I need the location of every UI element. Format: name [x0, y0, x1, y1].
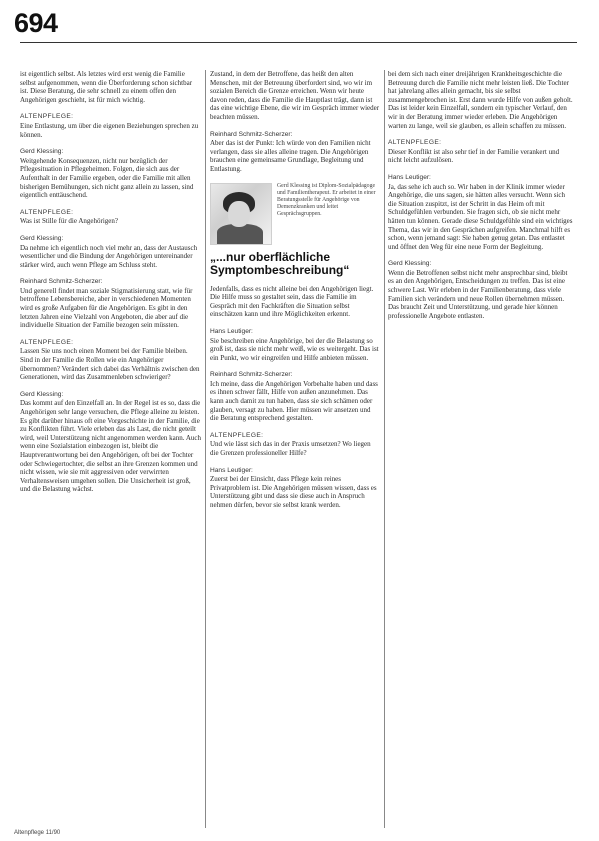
speaker-label: Hans Leutiger: [210, 327, 253, 335]
speaker-label: ALTENPFLEGE: [210, 431, 264, 439]
column-middle [210, 70, 380, 828]
interview-paragraph [210, 467, 380, 510]
paragraph-text: Ja, das sehe ich auch so. Wir haben in der Klinik immer wieder Angehörige, die uns sagen, sie hätten alles versucht. Wenn sich die Situation zuspitzt, ist der Schritt in das Heim oft mit Schuldgefühlen verbunden. Sie fragen sich, ob sie nicht mehr hätten tun können. Gerade diese Schuldgefühle sind ein wichtiges Thema, das wir in den Gesprächen aufgreifen. Manchmal hilft es schon, wenn jemand sagt: Sie haben genug getan. Das entlastet und öffnet den Weg für eine neue Form der Begleitung. [388, 182, 573, 251]
paragraph-text: Zustand, in dem der Betroffene, das heißt den alten Menschen, mit der Betreuung überfordert sind, wo wir im sozialen Bereich die Grenze erreichen. Wenn wir heute davon reden, dass die Familie die Hauptlast trägt, dann ist das eine wichtige Ebene, die wir im Gespräch immer wieder beachten müssen. [210, 70, 380, 121]
portrait-block [210, 183, 380, 245]
paragraph-text: Lassen Sie uns noch einen Moment bei der Familie bleiben. Sind in der Familie die Rollen wie ein Angehöriger übernommen? Verändert sich dabei das Verhältnis zwischen den Generationen, wird das Zusammenleben schwieriger? [20, 347, 200, 382]
interview-paragraph [210, 432, 380, 458]
interview-paragraph [210, 131, 380, 174]
photo-caption: Gerd Klessing ist Diplom-Sozialpädagoge und Familientherapeut. Er arbeitet in einer Beratungsstelle für Angehörige von Demenzkranken und leitet Gesprächsgruppen. [277, 182, 376, 217]
speaker-label: Hans Leutiger: [388, 173, 431, 181]
paragraph-text: Und generell findet man soziale Stigmatisierung statt, wie für betroffene Lebensbereiche, aber in verschiedenen Momenten wird es große Aufgaben für die Angehörigen. Es gibt in den letzten Jahren eine Vielzahl von Angeboten, die aber auf die individuelle Situation der Familie bezogen sein müssten. [20, 286, 193, 330]
interview-paragraph [20, 148, 201, 200]
column-divider-2 [384, 70, 385, 828]
speaker-label: Gerd Klessing: [20, 390, 64, 398]
interview-paragraph [388, 70, 573, 130]
speaker-label: ALTENPFLEGE: [388, 139, 442, 147]
interview-paragraph [20, 278, 201, 330]
interview-paragraph [20, 391, 201, 494]
column-right [388, 70, 573, 828]
column-divider-1 [205, 70, 206, 828]
paragraph-text: Jedenfalls, dass es nicht alleine bei den Angehörigen liegt. Die Hilfe muss so gestaltet sein, dass die Familie im Gespräch mit den Fachkräften die Situation selbst einschätzen kann und ihre Möglichkeiten erkennt. [210, 284, 374, 319]
paragraph-text: Weitgehende Konsequenzen, nicht nur bezüglich der Pflegesituation in Pflegeheimen. Folgen, die sich aus der Aufenthalt in der Familie ergeben, oder die Familie mit allen bisherigen Bemühungen, sich nicht ganz allein zu lassen, sind eigentlich enttäuschend. [20, 156, 194, 200]
paragraph-text: Und wie lässt sich das in der Praxis umsetzen? Wo liegen die Grenzen professioneller Hilfe? [210, 440, 371, 458]
interview-paragraph [20, 339, 201, 382]
paragraph-text: Zuerst bei der Einsicht, dass Pflege kein reines Privatproblem ist. Die Angehörigen müssen wissen, dass es Unterstützung gibt und dass sie diese auch in Anspruch nehmen dürfen, bevor sie selbst krank werden. [210, 475, 377, 509]
paragraph-text: Was ist Stille für die Angehörigen? [20, 217, 118, 226]
interview-paragraph [210, 328, 380, 362]
paragraph-text: Eine Entlastung, um über die eigenen Beziehungen sprechen zu können. [20, 121, 199, 139]
interview-paragraph [388, 139, 573, 165]
speaker-label: Reinhard Schmitz-Scherzer: [210, 371, 293, 379]
paragraph-text: bei dem sich nach einer dreijährigen Krankheitsgeschichte die Betreuung durch die Familie nicht mehr leisten ließ. Die Tochter hat jahrelang alles allein gemacht, bis sie selbst zusammengebrochen ist. Erst dann wurde Hilfe von außen geholt. Das ist leider kein Einzelfall, sondern ein typischer Verlauf, den wir in der Beratung immer wieder erleben. Die Angehörigen warten zu lange, weil sie glauben, es allein schaffen zu müssen. [388, 70, 573, 130]
portrait-photo [210, 183, 272, 245]
speaker-label: Reinhard Schmitz-Scherzer: [20, 278, 103, 286]
interview-paragraph [20, 235, 201, 269]
speaker-label: ALTENPFLEGE: [20, 338, 74, 346]
interview-paragraph [210, 371, 380, 423]
interview-paragraph [210, 70, 380, 122]
speaker-label: Reinhard Schmitz-Scherzer: [210, 130, 293, 138]
speaker-label: Gerd Klessing: [20, 234, 64, 242]
speaker-label: ALTENPFLEGE: [20, 208, 74, 216]
paragraph-text: ist eigentlich selbst. Als letztes wird erst wenig die Familie selbst aufgenommen, wenn die Überforderung schon sichtbar ist. Diese Beratung, die sehr schnell zu einem offen den Angehörigen geschieht, ist für mich wichtig. [20, 70, 193, 104]
interview-paragraph [20, 70, 201, 104]
column-left [20, 70, 201, 828]
speaker-label: Gerd Klessing: [388, 260, 432, 268]
interview-paragraph [388, 260, 573, 320]
interview-paragraph [210, 285, 380, 319]
interview-paragraph [20, 209, 201, 226]
interview-paragraph [20, 113, 201, 139]
paragraph-text: Das kommt auf den Einzelfall an. In der Regel ist es so, dass die Angehörigen sehr lange versuchen, die Pflege alleine zu leisten. Es gibt darüber hinaus oft eine Vorgeschichte in der Familie, die zu Konflikten führt. Viele erleben das als Last, die nicht geteilt wird, weil Unterstützung nicht angenommen werden kann. Auch wenn eine Sozialstation einbezogen ist, bleibt die Hauptverantwortung bei den Angehörigen, oft bei der Tochter oder Schwiegertochter, die selbst an ihre Grenzen kommen und nicht wissen, wie sie mit aggressiven oder verwirrten Verhaltensweisen umgehen sollen. Die Unsicherheit ist groß, und die Belastung wächst. [20, 399, 201, 494]
paragraph-text: Aber das ist der Punkt: Ich würde von den Familien nicht verlangen, dass sie alles alleine tragen. Die Angehörigen brauchen eine gemeinsame Grundlage, Begleitung und Entlastung. [210, 139, 371, 173]
page-number: 694 [14, 8, 58, 38]
top-rule [20, 42, 577, 43]
speaker-label: Gerd Klessing: [20, 148, 64, 156]
interview-paragraph [388, 174, 573, 251]
article-headline: „...nur oberflächliche Symptombeschreibung“ [210, 249, 350, 277]
paragraph-text: Da nehme ich eigentlich noch viel mehr an, dass der Austausch wesentlicher und die Bindung der Angehörigen untereinander stärker wird, auch wenn Pflege am Schluss steht. [20, 243, 198, 269]
paragraph-text: Wenn die Betroffenen selbst nicht mehr ansprechbar sind, bleibt es an den Angehörigen, Entscheidungen zu treffen. Das ist eine schwere Last. Wir erleben in der Familienberatung, dass viele Familien sich verändern und neue Rollen übernehmen müssen. Das braucht Zeit und Unterstützung, und gerade hier können professionelle Angebote entlasten. [388, 268, 568, 320]
speaker-label: ALTENPFLEGE: [20, 113, 74, 121]
speaker-label: Hans Leutiger: [210, 466, 253, 474]
paragraph-text: Sie beschreiben eine Angehörige, bei der die Belastung so groß ist, dass sie nicht mehr weiß, wie es weitergeht. Das ist ein Punkt, wo wir eingreifen und Hilfe anbieten müssen. [210, 336, 379, 362]
page-footer: Altenpflege 11/90 [14, 830, 61, 836]
paragraph-text: Dieser Konflikt ist also sehr tief in der Familie verankert und nicht leicht aufzulösen. [388, 147, 560, 165]
paragraph-text: Ich meine, dass die Angehörigen Vorbehalte haben und dass es ihnen schwer fällt, Hilfe von außen anzunehmen. Das kann auch damit zu tun haben, dass sie sich schämen oder glauben, versagt zu haben. Hier müssen wir ansetzen und die Beratung entsprechend gestalten. [210, 379, 378, 423]
